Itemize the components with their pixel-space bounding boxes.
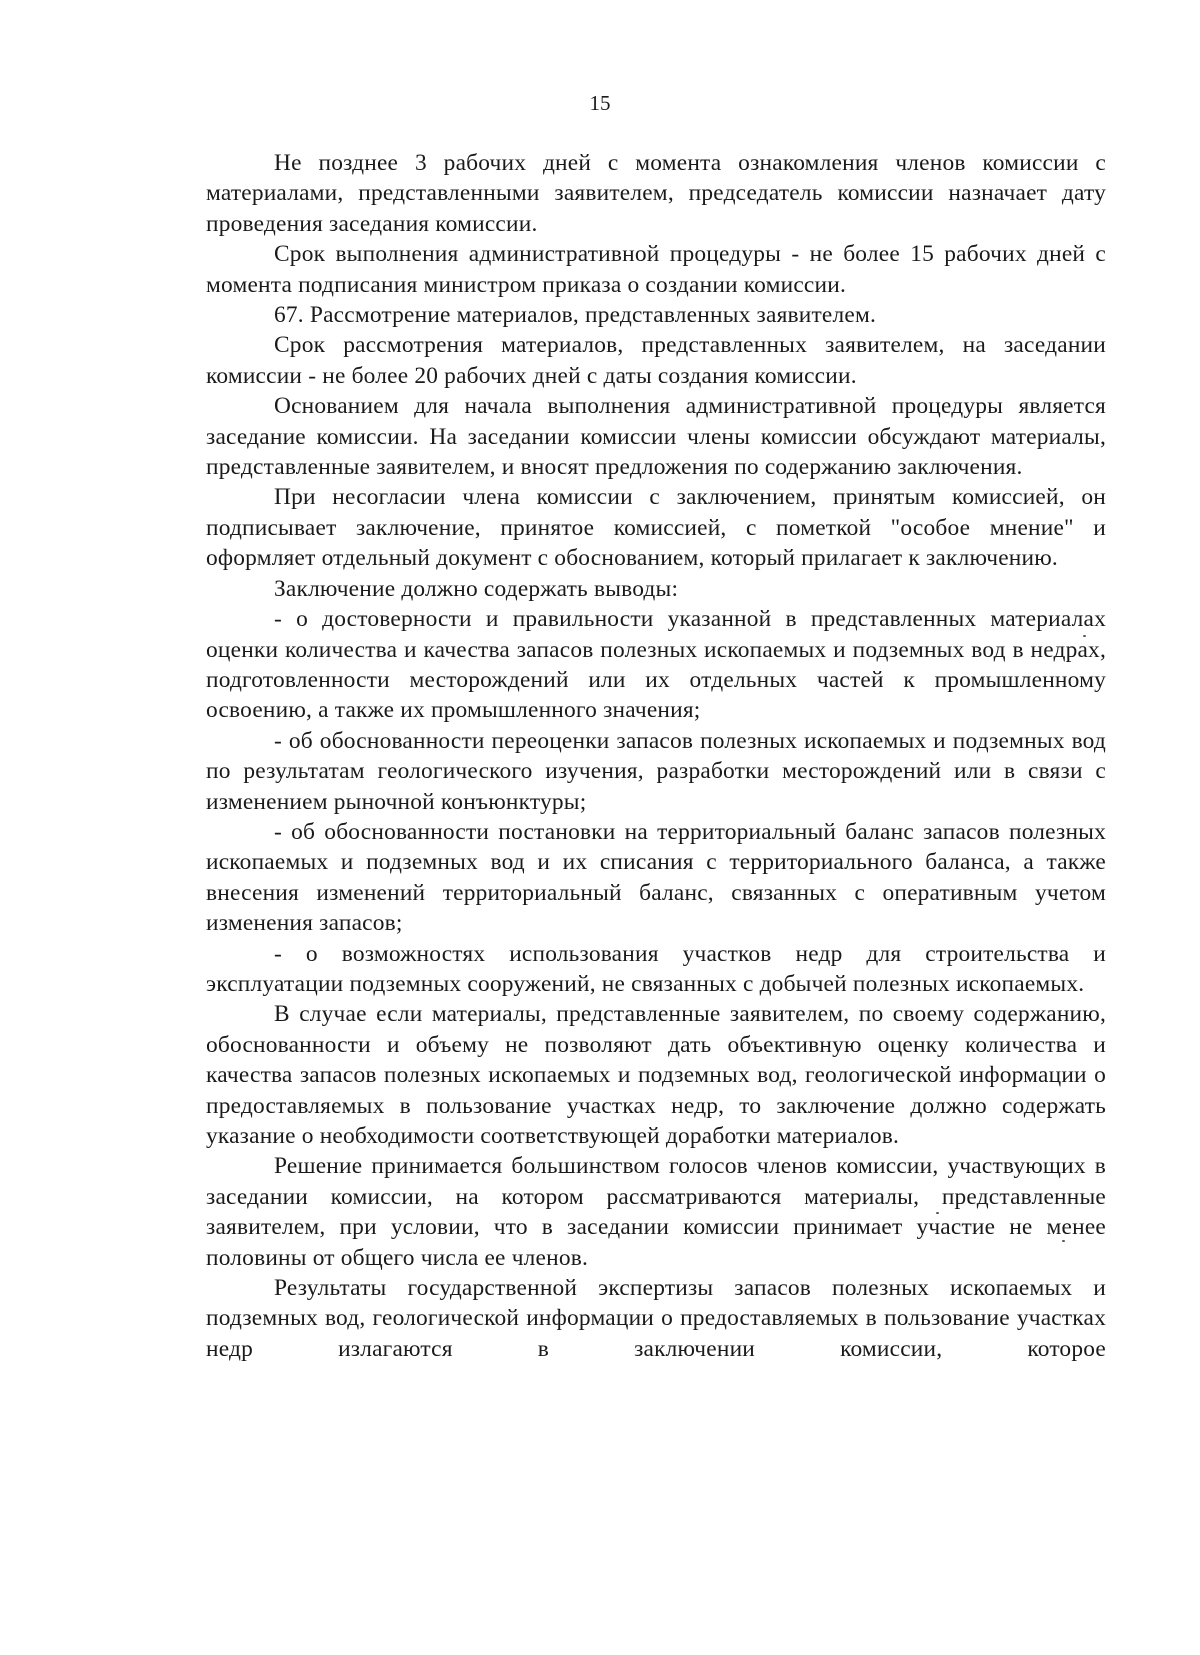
paragraph-schedule-meeting: Не позднее 3 рабочих дней с момента ознакомления членов комиссии с материалами, представленными заявителем, председатель комиссии назначает дату проведения заседания комиссии.: [206, 150, 1106, 237]
scan-speck: [936, 1212, 939, 1214]
page-number: 15: [589, 91, 611, 115]
paragraph-procedure-deadline: Срок выполнения административной процедуры - не более 15 рабочих дней с момента подписания министром приказа о создании комиссии.: [206, 241, 1106, 298]
document-body: [206, 148, 1106, 1364]
paragraph-review-deadline: Срок рассмотрения материалов, представленных заявителем, на заседании комиссии - не более 20 рабочих дней с даты создания комиссии.: [206, 332, 1106, 389]
paragraph-procedure-basis: Основанием для начала выполнения административной процедуры является заседание комиссии. На заседании комиссии члены комиссии обсуждают материалы, представленные заявителем, и вносят предложения по содержанию заключения.: [206, 393, 1106, 481]
scan-speck: [1083, 635, 1086, 637]
paragraph-decision-majority: Решение принимается большинством голосов членов комиссии, участвующих в заседании комиссии, на котором рассматриваются материалы, представленные заявителем, при условии, что в заседании комиссии принимает участие не менее половины от общего числа ее членов.: [206, 1153, 1106, 1271]
paragraph-expertise-results: Результаты государственной экспертизы запасов полезных ископаемых и подземных вод, геологической информации о предоставляемых в пользование участках недр излагаются в заключении комиссии, которое: [206, 1275, 1106, 1362]
scan-speck: [1062, 1240, 1065, 1242]
list-item-underground-use: - о возможностях использования участков недр для строительства и эксплуатации подземных сооружений, не связанных с добычей полезных ископаемых.: [206, 940, 1106, 997]
list-item-reassessment: - об обоснованности переоценки запасов полезных ископаемых и подземных вод по результатам геологического изучения, разработки месторождений или в связи с изменением рыночной конъюнктуры;: [206, 727, 1106, 815]
list-item-reliability: - о достоверности и правильности указанной в представленных материалах оценки количества и качества запасов полезных ископаемых и подземных вод в недрах, подготовленности месторождений или их отдельных частей к промышленному освоению, а также их промышленного значения;: [206, 606, 1106, 724]
paragraph-insufficient-materials: В случае если материалы, представленные заявителем, по своему содержанию, обоснованности и объему не позволяют дать объективную оценку количества и качества запасов полезных ископаемых и подземных вод, геологической информации о предоставляемых в пользование участках недр, то заключение должно содержать указание о необходимости соответствующей доработки материалов.: [206, 1001, 1106, 1149]
paragraph-dissenting-opinion: При несогласии члена комиссии с заключением, принятым комиссией, он подписывает заключение, принятое комиссией, с пометкой "особое мнение" и оформляет отдельный документ с обоснованием, который прилагает к заключению.: [206, 484, 1106, 572]
paragraph-conclusion-findings: Заключение должно содержать выводы:: [274, 575, 679, 602]
list-item-territorial-balance: - об обоснованности постановки на территориальный баланс запасов полезных ископаемых и подземных вод и их списания с территориального баланса, а также внесения изменений территориальный баланс, связанных с оперативным учетом изменения запасов;: [206, 818, 1106, 937]
paragraph-item-67: 67. Рассмотрение материалов, представленных заявителем.: [274, 302, 877, 329]
